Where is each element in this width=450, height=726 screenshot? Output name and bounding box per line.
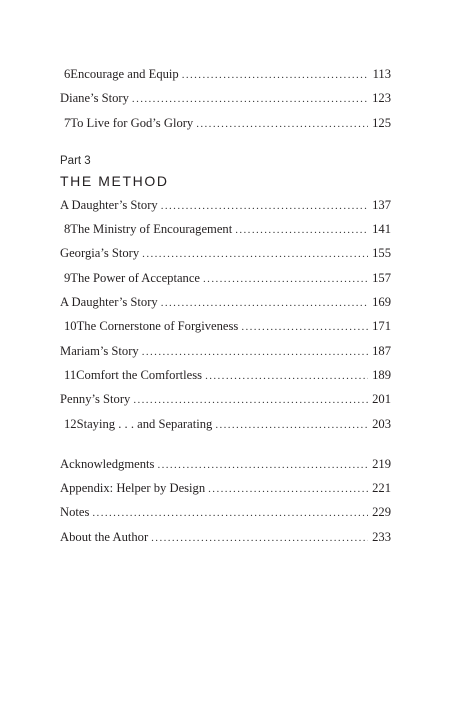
toc-section-part3	[60, 152, 391, 436]
page-number: 187	[372, 343, 391, 358]
toc-entry	[60, 62, 391, 86]
entry-title: The Power of Acceptance	[70, 270, 201, 285]
dot-leader	[182, 63, 368, 87]
chapter-number: 6	[64, 67, 71, 81]
part-label: Part 3	[60, 154, 91, 167]
toc-entry	[60, 339, 391, 363]
entry-title: Staying . . . and Separating	[76, 416, 213, 431]
dot-leader	[157, 453, 368, 477]
entry-title: Encourage and Equip	[70, 67, 179, 81]
dot-leader	[235, 218, 368, 242]
toc-entry	[60, 412, 391, 436]
dot-leader	[151, 526, 368, 550]
page-number: 157	[372, 270, 391, 285]
page-number: 229	[372, 505, 391, 520]
dot-leader	[142, 242, 368, 266]
page-number: 219	[372, 456, 391, 471]
page-number: 189	[372, 367, 391, 382]
dot-leader	[196, 112, 368, 136]
toc-entry	[60, 86, 391, 110]
entry-title: To Live for God’s Glory	[70, 115, 194, 130]
page-number: 137	[372, 197, 391, 212]
entry-title: Acknowledgments	[60, 456, 155, 471]
toc-entry	[60, 241, 391, 265]
toc-entry	[60, 476, 391, 500]
entry-title: About the Author	[60, 529, 149, 544]
chapter-number: 9	[64, 270, 71, 285]
dot-leader	[161, 194, 368, 218]
chapter-number: 8	[64, 222, 71, 237]
dot-leader	[205, 364, 368, 388]
page-number: 221	[372, 481, 391, 496]
entry-title: Appendix: Helper by Design	[60, 481, 206, 496]
toc-entry	[60, 193, 391, 217]
entry-title: Diane’s Story	[60, 91, 129, 106]
page-number: 169	[372, 295, 391, 310]
toc-entry	[60, 452, 391, 476]
page-number: 233	[372, 529, 391, 544]
entry-title: Penny’s Story	[60, 392, 131, 407]
section-spacer	[60, 436, 391, 452]
entry-title: The Cornerstone of Forgiveness	[76, 319, 239, 334]
page-number: 201	[372, 392, 391, 407]
part-title: THE METHOD	[60, 172, 169, 189]
dot-leader	[215, 413, 368, 437]
entry-title: Mariam’s Story	[60, 343, 139, 358]
page-number: 123	[372, 91, 391, 106]
entry-title: A Daughter’s Story	[60, 295, 158, 310]
toc-entry	[60, 217, 391, 241]
toc-section-part2-tail	[60, 62, 391, 135]
toc-entry	[60, 363, 391, 387]
chapter-number: 12	[64, 416, 77, 431]
toc-entry	[60, 290, 391, 314]
dot-leader	[241, 315, 368, 339]
toc-entry	[60, 111, 391, 135]
dot-leader	[132, 87, 368, 111]
page-number: 125	[372, 115, 391, 130]
toc-entry	[60, 500, 391, 524]
page-number: 155	[372, 246, 391, 261]
chapter-number: 10	[64, 319, 77, 334]
entry-title: A Daughter’s Story	[60, 197, 158, 212]
entry-title: Comfort the Comfortless	[76, 367, 203, 382]
chapter-number: 7	[64, 115, 71, 130]
toc-entry	[60, 266, 391, 290]
table-of-contents	[60, 62, 391, 549]
page-number: 113	[372, 67, 391, 81]
entry-title: The Ministry of Encouragement	[70, 222, 233, 237]
toc-entry	[60, 387, 391, 411]
dot-leader	[133, 388, 368, 412]
entry-title: Georgia’s Story	[60, 246, 140, 261]
page-number: 203	[372, 416, 391, 431]
page-number: 171	[372, 319, 391, 334]
toc-entry	[60, 314, 391, 338]
toc-entry	[60, 525, 391, 549]
page-number: 141	[372, 222, 391, 237]
dot-leader	[208, 477, 368, 501]
dot-leader	[161, 291, 368, 315]
entry-title: Notes	[60, 505, 90, 520]
dot-leader	[142, 340, 368, 364]
dot-leader	[92, 501, 368, 525]
chapter-number: 11	[64, 367, 77, 382]
dot-leader	[203, 267, 368, 291]
toc-section-back-matter	[60, 452, 391, 549]
